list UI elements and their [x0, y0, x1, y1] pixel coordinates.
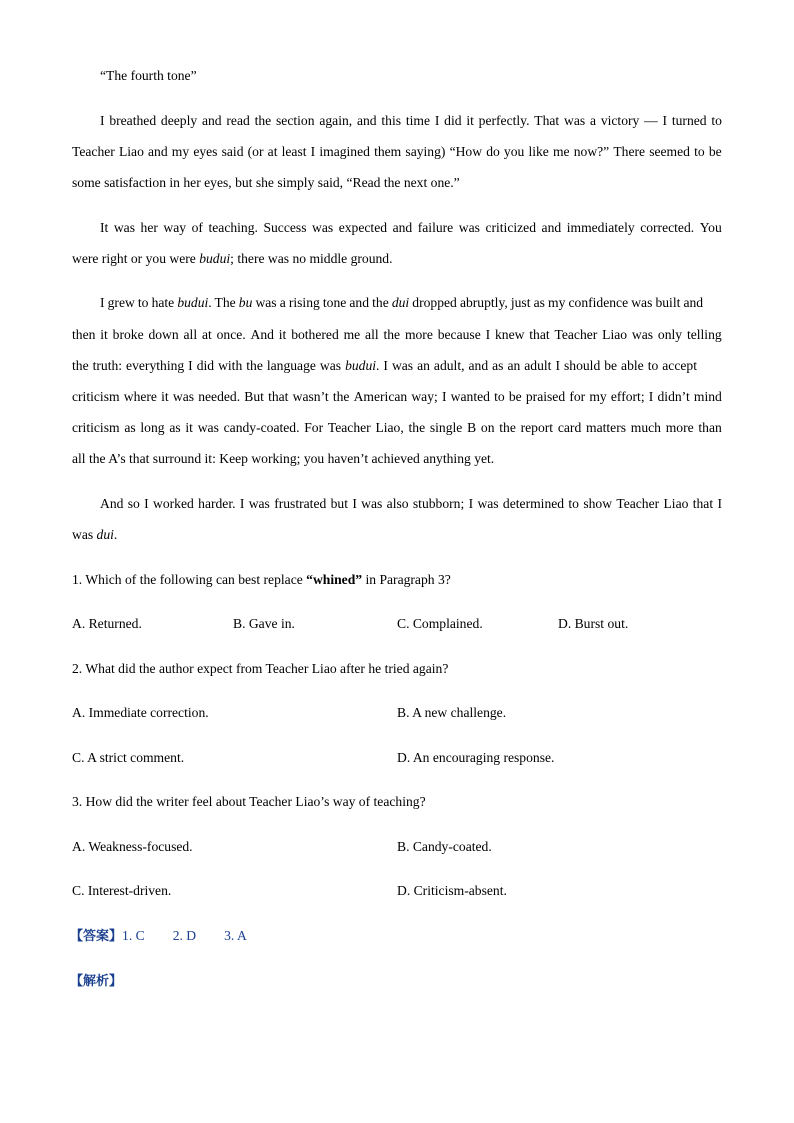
- word: I: [144, 496, 149, 511]
- paragraph-3-line-2: [72, 327, 722, 343]
- word: was: [631, 327, 654, 342]
- word: breathed: [109, 113, 157, 128]
- question-1-option-c: C. Complained.: [397, 616, 483, 631]
- word: criticism: [72, 420, 120, 435]
- word: worked: [153, 496, 194, 511]
- word: now?”: [573, 144, 610, 159]
- question-2-option-c: C. A strict comment.: [72, 750, 185, 765]
- word: Teacher: [554, 327, 598, 342]
- word: than: [698, 420, 722, 435]
- word: broke: [112, 327, 144, 342]
- word: Teacher: [72, 144, 115, 159]
- word: I: [434, 113, 440, 128]
- word: long: [140, 420, 165, 435]
- word: praised: [525, 389, 566, 404]
- word: Liao: [602, 327, 628, 342]
- word: you: [503, 144, 525, 159]
- word: Liao,: [375, 420, 404, 435]
- word: report: [520, 420, 554, 435]
- word: it: [278, 327, 287, 342]
- question-2-option-d: D. An encouraging response.: [397, 750, 555, 765]
- word: all: [183, 327, 198, 342]
- paragraph-1-line-3: some satisfaction in her eyes, but she simply said, “Read the next one.”: [72, 175, 460, 190]
- question-3-stem: 3. How did the writer feel about Teacher Liao’s way of teaching?: [72, 794, 426, 809]
- word: And: [250, 327, 274, 342]
- word: immediately: [566, 220, 635, 235]
- word: that: [692, 496, 714, 511]
- word: stubborn;: [412, 496, 465, 511]
- word: the: [254, 113, 272, 128]
- answer-value-2: 2. D: [172, 928, 197, 943]
- word: I: [352, 496, 357, 511]
- word: least: [281, 144, 307, 159]
- answer-label: 【答案】: [70, 929, 123, 944]
- italic-word: bu: [238, 295, 253, 310]
- answer-value-1: 1. C: [122, 928, 145, 943]
- word: down: [148, 327, 179, 342]
- answer-section: [70, 928, 247, 945]
- word: I: [648, 389, 654, 404]
- word: and: [201, 113, 222, 128]
- word: needed.: [198, 389, 241, 404]
- text-run: the truth: everything I did with the language was: [72, 358, 346, 373]
- word: them: [374, 144, 402, 159]
- word: Teacher: [616, 496, 660, 511]
- analysis-section: [70, 973, 122, 990]
- analysis-label: 【解析】: [70, 974, 123, 989]
- word: candy-coated.: [223, 420, 300, 435]
- word: much: [630, 420, 661, 435]
- answer-value-3: 3. A: [224, 928, 247, 943]
- word: And: [100, 496, 124, 511]
- word: (or: [247, 144, 264, 159]
- word: because: [437, 327, 481, 342]
- word: was: [312, 220, 334, 235]
- word: B: [467, 420, 477, 435]
- word: was: [248, 496, 270, 511]
- word: only: [657, 327, 683, 342]
- paragraph-4-line-2: [72, 527, 722, 543]
- paragraph-1-line-2: [72, 144, 722, 160]
- word: I: [100, 113, 105, 128]
- word: expected: [338, 220, 388, 235]
- word: I: [441, 389, 447, 404]
- word: way;: [411, 389, 438, 404]
- word: that: [268, 389, 289, 404]
- word: was: [458, 220, 480, 235]
- word: perfectly.: [478, 113, 530, 128]
- word: so: [127, 496, 140, 511]
- word: was: [361, 496, 383, 511]
- word: the: [499, 420, 516, 435]
- question-2-option-a: A. Immediate correction.: [72, 705, 209, 720]
- word: mind: [693, 389, 722, 404]
- paragraph-4-line-1: [100, 496, 722, 512]
- word: wasn’t: [292, 389, 329, 404]
- bold-keyword: “whined”: [306, 572, 363, 587]
- word: —: [644, 113, 658, 128]
- word: criticism: [72, 389, 120, 404]
- word: That: [534, 113, 560, 128]
- word: my: [589, 389, 607, 404]
- word: her: [140, 220, 158, 235]
- word: I: [468, 496, 474, 511]
- question-3-option-c: C. Interest-driven.: [72, 883, 172, 898]
- word: For: [304, 420, 324, 435]
- word: American: [353, 389, 408, 404]
- word: didn’t: [657, 389, 690, 404]
- text-run: I grew to hate: [100, 295, 178, 310]
- word: for: [569, 389, 586, 404]
- word: I: [717, 496, 722, 511]
- word: do: [486, 144, 500, 159]
- word: I: [310, 144, 316, 159]
- italic-word: budui: [199, 251, 231, 266]
- word: me: [343, 327, 361, 342]
- word: But: [244, 389, 264, 404]
- word: card: [557, 420, 582, 435]
- word: Teacher: [327, 420, 371, 435]
- italic-word: budui: [345, 358, 377, 373]
- paragraph-3-line-6: all the A’s that surround it: Keep working; you haven’t achieved anything yet.: [72, 451, 495, 466]
- word: the: [408, 420, 426, 435]
- word: determined: [502, 496, 565, 511]
- word: was: [564, 113, 586, 128]
- word: at: [201, 327, 212, 342]
- word: me: [552, 144, 570, 159]
- paragraph-2-line-1: [100, 220, 722, 236]
- italic-word: dui: [391, 295, 410, 310]
- word: was: [477, 496, 499, 511]
- word: matters: [586, 420, 627, 435]
- word: saying): [405, 144, 446, 159]
- word: knew: [494, 327, 525, 342]
- word: my: [171, 144, 190, 159]
- word: to: [694, 144, 705, 159]
- paragraph-1-line-1: [100, 113, 722, 129]
- word: bothered: [291, 327, 339, 342]
- word: at: [267, 144, 278, 159]
- word: wanted: [450, 389, 490, 404]
- word: I: [485, 327, 491, 342]
- word: that: [529, 327, 550, 342]
- word: telling: [686, 327, 722, 342]
- question-3-option-a: A. Weakness-focused.: [72, 839, 193, 854]
- word: the: [383, 327, 401, 342]
- word: said: [221, 144, 244, 159]
- word: single: [429, 420, 463, 435]
- word: and: [392, 220, 413, 235]
- word: time: [405, 113, 431, 128]
- word: eyes: [193, 144, 218, 159]
- word: again,: [319, 113, 353, 128]
- word: and: [356, 113, 377, 128]
- text-run: was: [72, 527, 97, 542]
- word: it: [100, 327, 108, 342]
- word: criticized: [485, 220, 537, 235]
- word: seemed: [649, 144, 690, 159]
- word: more: [404, 327, 433, 342]
- word: to: [568, 496, 579, 511]
- paragraph-3-line-5: [72, 420, 722, 436]
- word: this: [381, 113, 402, 128]
- word: There: [613, 144, 646, 159]
- word: Liao: [118, 144, 144, 159]
- text-run: 1. Which of the following can best replace: [72, 572, 307, 587]
- word: of: [191, 220, 203, 235]
- word: be: [508, 389, 522, 404]
- passage-quote-line: “The fourth tone”: [100, 68, 197, 83]
- question-1-option-b: B. Gave in.: [233, 616, 295, 631]
- word: as: [169, 420, 181, 435]
- italic-word: dui: [96, 527, 114, 542]
- word: section: [276, 113, 315, 128]
- word: read: [226, 113, 250, 128]
- question-3-option-b: B. Candy-coated.: [397, 839, 492, 854]
- word: it: [466, 113, 474, 128]
- word: effort;: [610, 389, 645, 404]
- word: like: [528, 144, 549, 159]
- word: teaching.: [208, 220, 258, 235]
- word: harder.: [198, 496, 236, 511]
- word: and: [541, 220, 562, 235]
- paragraph-2-line-2: [72, 251, 722, 267]
- text-run: .: [113, 527, 118, 542]
- word: on: [480, 420, 495, 435]
- word: was: [113, 220, 135, 235]
- word: where: [123, 389, 157, 404]
- question-2-option-b: B. A new challenge.: [397, 705, 507, 720]
- word: was: [172, 389, 195, 404]
- word: turned: [671, 113, 707, 128]
- word: was: [197, 420, 219, 435]
- word: and: [148, 144, 168, 159]
- question-1-option-d: D. Burst out.: [558, 616, 629, 631]
- word: failure: [417, 220, 454, 235]
- word: “How: [449, 144, 483, 159]
- word: it: [161, 389, 169, 404]
- paragraph-3-line-4: [72, 389, 722, 405]
- paragraph-3-line-1: [100, 295, 722, 311]
- text-run: . I was an adult, and as an adult I should be able to accept: [376, 358, 697, 373]
- word: Liao: [663, 496, 689, 511]
- word: corrected.: [640, 220, 695, 235]
- word: all: [365, 327, 379, 342]
- question-1-option-a: A. Returned.: [72, 616, 142, 631]
- text-run: was a rising tone and the: [252, 295, 392, 310]
- word: Success: [263, 220, 307, 235]
- word: to: [711, 113, 722, 128]
- word: imagined: [319, 144, 370, 159]
- word: show: [583, 496, 613, 511]
- word: also: [386, 496, 409, 511]
- word: but: [330, 496, 348, 511]
- word: a: [589, 113, 597, 128]
- text-run: dropped abruptly, just as my confidence was built and: [409, 295, 704, 310]
- word: way: [163, 220, 187, 235]
- question-2-stem: 2. What did the author expect from Teacher Liao after he tried again?: [72, 661, 449, 676]
- word: It: [100, 220, 109, 235]
- text-run: . The: [208, 295, 239, 310]
- text-run: ; there was no middle ground.: [230, 251, 393, 266]
- italic-word: budui: [177, 295, 209, 310]
- word: be: [708, 144, 722, 159]
- word: frustrated: [274, 496, 327, 511]
- word: once.: [216, 327, 246, 342]
- word: deeply: [160, 113, 198, 128]
- word: did: [444, 113, 462, 128]
- word: You: [699, 220, 722, 235]
- question-3-option-d: D. Criticism-absent.: [397, 883, 507, 898]
- word: I: [239, 496, 245, 511]
- word: as: [124, 420, 136, 435]
- word: then: [72, 327, 96, 342]
- word: I: [662, 113, 668, 128]
- word: the: [332, 389, 350, 404]
- paragraph-3-line-3: [72, 358, 722, 374]
- text-run: were right or you were: [72, 251, 200, 266]
- word: victory: [600, 113, 640, 128]
- word: to: [494, 389, 505, 404]
- word: more: [665, 420, 694, 435]
- question-1-stem: [72, 572, 722, 588]
- text-run: in Paragraph 3?: [362, 572, 451, 587]
- word: it: [185, 420, 193, 435]
